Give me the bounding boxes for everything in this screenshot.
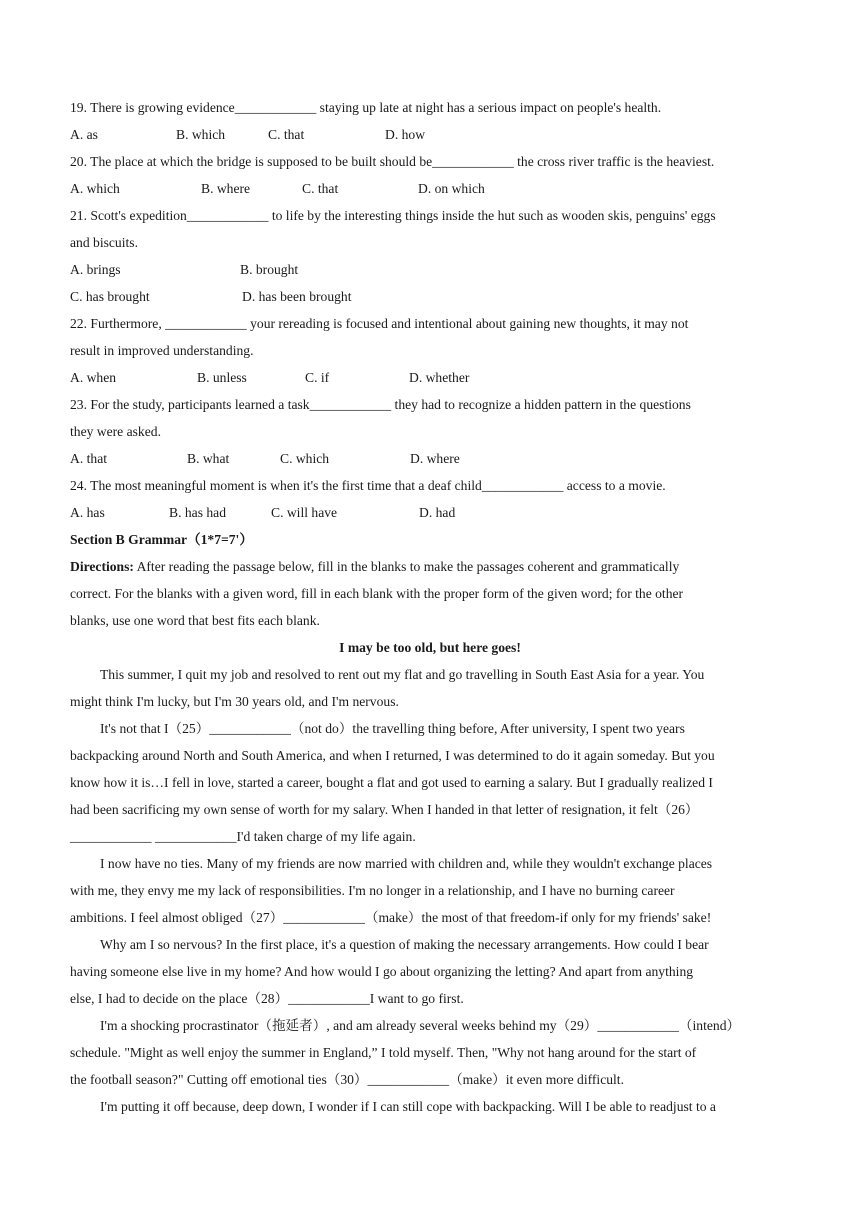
passage-line: might think I'm lucky, but I'm 30 years old, and I'm nervous. xyxy=(70,694,399,709)
passage-line: I'm putting it off because, deep down, I wonder if I can still cope with backpacking. Will I be able to readjust to a xyxy=(100,1099,716,1114)
passage-line: having someone else live in my home? And how would I go about organizing the letting? And apart from anything xyxy=(70,964,694,979)
q23-option-a: A. that xyxy=(70,451,107,466)
q19-option-b: B. which xyxy=(176,127,226,142)
passage-line: I'm a shocking procrastinator（拖延者）, and am already several weeks behind my（29）____________（intend） xyxy=(100,1018,741,1033)
q20-option-a: A. which xyxy=(70,181,120,196)
q20-option-d: D. on which xyxy=(418,181,485,196)
q21-option-a: A. brings xyxy=(70,262,121,277)
question-21-stem-line1: 21. Scott's expedition____________ to life by the interesting things inside the hut such as wooden skis, penguins' eggs xyxy=(70,208,716,223)
question-22-stem-line1: 22. Furthermore, ____________ your rereading is focused and intentional about gaining new thoughts, it may not xyxy=(70,316,689,331)
question-24-stem: 24. The most meaningful moment is when it's the first time that a deaf child____________ access to a movie. xyxy=(70,478,666,493)
q21-option-d: D. has been brought xyxy=(242,289,352,304)
q19-option-c: C. that xyxy=(268,127,305,142)
question-19-stem: 19. There is growing evidence____________ staying up late at night has a serious impact on people's health. xyxy=(70,100,662,115)
question-23-stem-line2: they were asked. xyxy=(70,424,161,439)
passage-line: had been sacrificing my own sense of worth for my salary. When I handed in that letter of resignation, it felt（26） xyxy=(70,802,699,817)
q24-option-b: B. has had xyxy=(169,505,227,520)
q23-option-c: C. which xyxy=(280,451,330,466)
q22-option-c: C. if xyxy=(305,370,330,385)
passage-line: the football season?" Cutting off emotional ties（30）____________（make）it even more difficult. xyxy=(70,1072,624,1087)
q20-option-b: B. where xyxy=(201,181,251,196)
q20-option-c: C. that xyxy=(302,181,339,196)
passage-line: else, I had to decide on the place（28）____________I want to go first. xyxy=(70,991,464,1006)
passage-line: I now have no ties. Many of my friends are now married with children and, while they wouldn't exchange places xyxy=(100,856,713,871)
passage-line: know how it is…I fell in love, started a career, bought a flat and got used to earning a salary. But I gradually realized I xyxy=(70,775,713,790)
q22-option-b: B. unless xyxy=(197,370,247,385)
question-22-stem-line2: result in improved understanding. xyxy=(70,343,254,358)
passage-line: It's not that I（25）____________（not do）the travelling thing before, After university, I spent two years xyxy=(100,721,685,736)
q24-option-c: C. will have xyxy=(271,505,338,520)
question-23-stem-line1: 23. For the study, participants learned a task____________ they had to recognize a hidden pattern in the questions xyxy=(70,397,691,412)
q24-option-a: A. has xyxy=(70,505,105,520)
passage-line: schedule. "Might as well enjoy the summer in England,” I told myself. Then, "Why not hang around for the start of xyxy=(70,1045,697,1060)
passage-line: This summer, I quit my job and resolved to rent out my flat and go travelling in South East Asia for a year. You xyxy=(100,667,705,682)
q21-option-c: C. has brought xyxy=(70,289,150,304)
directions-line3: blanks, use one word that best fits each blank. xyxy=(70,613,320,628)
directions-label: Directions: xyxy=(70,559,134,574)
directions-text: After reading the passage below, fill in the blanks to make the passages coherent and grammatically xyxy=(133,559,680,574)
passage-line: Why am I so nervous? In the first place, it's a question of making the necessary arrangements. How could I bear xyxy=(100,937,709,952)
question-21-stem-line2: and biscuits. xyxy=(70,235,138,250)
question-20-stem: 20. The place at which the bridge is supposed to be built should be____________ the cross river traffic is the heaviest. xyxy=(70,154,715,169)
q22-option-a: A. when xyxy=(70,370,117,385)
directions-line2: correct. For the blanks with a given word, fill in each blank with the proper form of the given word; for the other xyxy=(70,586,684,601)
passage-line: ambitions. I feel almost obliged（27）____________（make）the most of that freedom-if only for my friends' sake! xyxy=(70,910,712,925)
q24-option-d: D. had xyxy=(419,505,456,520)
passage-title: I may be too old, but here goes! xyxy=(339,640,521,655)
q23-option-b: B. what xyxy=(187,451,230,466)
passage-line: backpacking around North and South America, and when I returned, I was determined to do it again someday. But you xyxy=(70,748,715,763)
q23-option-d: D. where xyxy=(410,451,460,466)
q21-option-b: B. brought xyxy=(240,262,299,277)
directions-line1 xyxy=(70,558,679,576)
passage-line: ____________ ____________I'd taken charge of my life again. xyxy=(70,829,416,844)
q19-option-a: A. as xyxy=(70,127,98,142)
passage-line: with me, they envy me my lack of responsibilities. I'm no longer in a relationship, and I have no burning career xyxy=(70,883,675,898)
q19-option-d: D. how xyxy=(385,127,426,142)
section-b-heading: Section B Grammar（1*7=7'） xyxy=(70,532,253,547)
q22-option-d: D. whether xyxy=(409,370,470,385)
